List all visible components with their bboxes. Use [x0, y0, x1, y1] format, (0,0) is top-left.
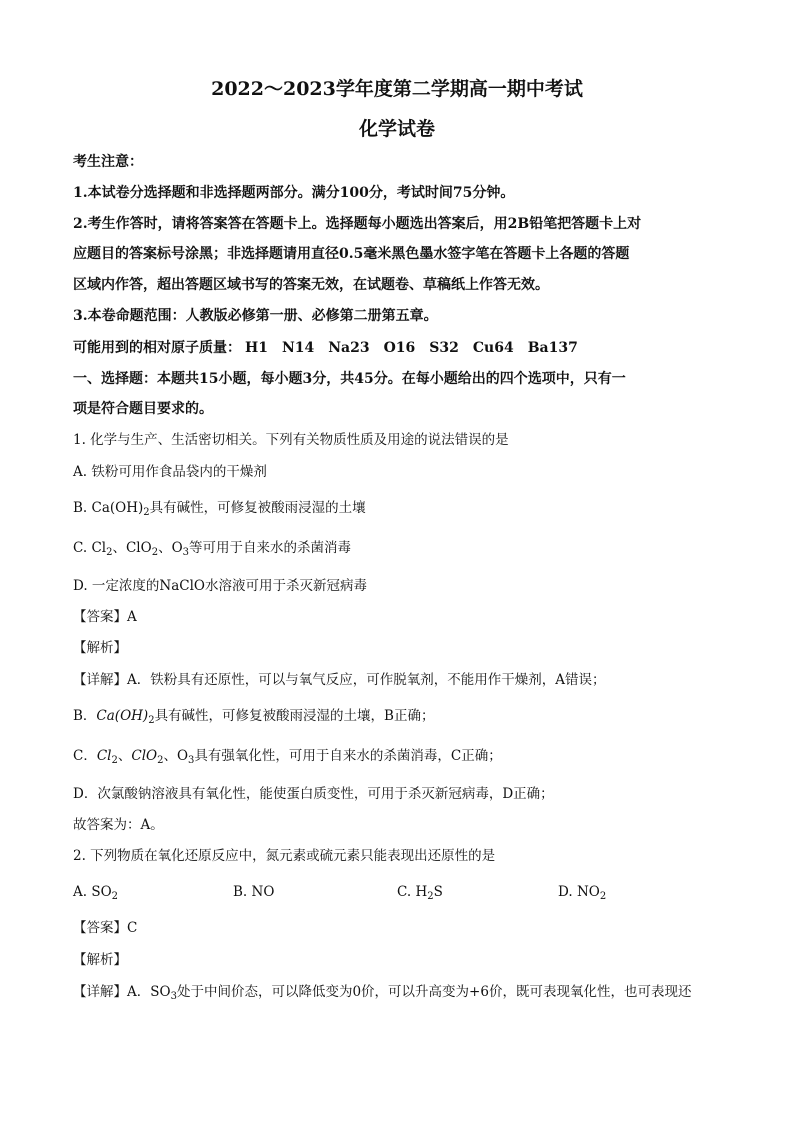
notice-item-2-line-2: 应题目的答案标号涂黑；非选择题请用直径0.5毫米黑色墨水签字笔在答题卡上各题的答题: [73, 246, 630, 262]
notice-item-2-line-3: 区域内作答，超出答题区域书写的答案无效，在试题卷、草稿纸上作答无效。: [73, 277, 549, 293]
q1-detail-c-cl-sub: 2: [111, 755, 118, 766]
q1-detail-a: 【详解】A．铁粉具有还原性，可以与氧气反应，可作脱氧剂，不能用作干燥剂，A错误；: [73, 672, 606, 688]
q1-option-b-formula: Ca(OH): [91, 500, 144, 516]
q2-option-a: [73, 882, 118, 902]
q2-option-c-letter: C.: [397, 884, 416, 900]
q1-detail-c-cl: Cl: [96, 748, 112, 764]
q1-option-c-cl-sub: 2: [106, 547, 113, 558]
atomic-masses: [73, 338, 733, 358]
q1-option-c-text: 等可用于自来水的杀菌消毒: [189, 540, 352, 556]
q1-detail-b-sub: 2: [148, 715, 155, 726]
q1-detail-d: D．次氯酸钠溶液具有氧化性，能使蛋白质变性，可用于杀灭新冠病毒，D正确；: [73, 786, 554, 802]
notice-item-3: 3.本卷命题范围：人教版必修第一册、必修第二册第五章。: [73, 308, 438, 324]
q1-detail-c-o-sub: 3: [188, 755, 195, 766]
q1-option-b-text: 具有碱性，可修复被酸雨浸湿的土壤: [149, 500, 366, 516]
notice-item-2-line-1: 2.考生作答时，请将答案答在答题卡上。选择题每小题选出答案后，用2B铅笔把答题卡上对: [73, 216, 642, 232]
q2-detail-a-sub: 3: [170, 991, 177, 1002]
q1-option-b-letter: B.: [73, 500, 92, 516]
atom-s: S32: [429, 340, 459, 356]
atom-h: H1: [245, 340, 268, 356]
atom-cu: Cu64: [472, 340, 514, 356]
q1-detail-c: [73, 746, 733, 766]
q1-detail-c-clo-sub: 2: [157, 755, 164, 766]
atom-o: O16: [383, 340, 416, 356]
atomic-masses-label: 可能用到的相对原子质量：: [73, 340, 241, 356]
q1-detail-b: [73, 706, 733, 726]
atom-n: N14: [281, 340, 315, 356]
q2-option-c: [397, 882, 443, 902]
q1-detail-c-text: 具有强氧化性，可用于自来水的杀菌消毒，C正确；: [194, 748, 502, 764]
q2-option-d-letter: D.: [558, 884, 577, 900]
q1-option-c-letter: C.: [73, 540, 92, 556]
q1-option-c-clo-sub: 2: [151, 547, 159, 558]
q1-conclusion: 故答案为：A。: [73, 817, 164, 833]
q1-detail-c-sep2: 、: [163, 748, 177, 764]
q2-detail-a-lead: 【详解】A．SO: [73, 984, 171, 1000]
q1-stem: 1. 化学与生产、生活密切相关。下列有关物质性质及用途的说法错误的是: [73, 432, 509, 448]
q2-option-a-formula: SO: [91, 884, 112, 900]
q1-answer: 【答案】A: [73, 609, 137, 625]
atom-na: Na23: [328, 340, 370, 356]
q2-option-c-s: S: [433, 884, 443, 900]
q2-analysis-label: 【解析】: [73, 952, 127, 968]
q1-option-c-o-sub: 3: [182, 547, 190, 558]
q2-option-a-letter: A.: [73, 884, 92, 900]
q1-option-d: D. 一定浓度的NaClO水溶液可用于杀灭新冠病毒: [73, 578, 368, 594]
q2-option-b: B. NO: [233, 884, 275, 900]
atom-ba: Ba137: [527, 340, 578, 356]
q2-option-d: [558, 882, 606, 902]
q1-detail-b-formula: Ca(OH): [96, 708, 149, 724]
q1-option-c-sep: 、: [112, 540, 126, 556]
q1-option-c-clo: ClO: [125, 540, 152, 556]
q2-option-a-sub: 2: [111, 891, 119, 902]
q1-option-c: [73, 538, 733, 558]
q2-detail-a-text: 处于中间价态，可以降低变为0价，可以升高变为+6价，既可表现氧化性，也可表现还: [176, 984, 692, 1000]
q2-option-c-sub: 2: [427, 891, 434, 902]
q1-option-c-sep2: 、: [158, 540, 172, 556]
q1-option-c-cl: Cl: [91, 540, 107, 556]
notice-item-1: 1.本试卷分选择题和非选择题两部分。满分100分，考试时间75分钟。: [73, 185, 515, 201]
q2-detail-a: [73, 982, 733, 1002]
q1-option-c-o: O: [171, 540, 183, 556]
notice-heading: 考生注意：: [73, 154, 143, 170]
q1-analysis-label: 【解析】: [73, 640, 127, 656]
section-1-line-1: 一、选择题：本题共15小题，每小题3分，共45分。在每小题给出的四个选项中，只有一: [73, 371, 626, 387]
q2-option-d-formula: NO: [576, 884, 600, 900]
page-title: 2022～2023学年度第二学期高一期中考试: [211, 78, 583, 100]
q1-detail-c-o: O: [176, 748, 189, 764]
section-1-line-2: 项是符合题目要求的。: [73, 401, 213, 417]
q1-detail-c-letter: C．: [73, 748, 97, 764]
q1-detail-b-letter: B．: [73, 708, 97, 724]
page-subtitle: 化学试卷: [358, 118, 435, 140]
q2-answer: 【答案】C: [73, 920, 138, 936]
q1-option-a: A. 铁粉可用作食品袋内的干燥剂: [73, 464, 267, 480]
q1-detail-c-sep: 、: [117, 748, 132, 764]
q2-stem: 2. 下列物质在氧化还原反应中，氮元素或硫元素只能表现出还原性的是: [73, 848, 496, 864]
q1-option-b: [73, 498, 733, 518]
q2-option-d-sub: 2: [599, 891, 607, 902]
q1-detail-b-text: 具有碱性，可修复被酸雨浸湿的土壤，B正确；: [154, 708, 435, 724]
q1-option-b-subscript: 2: [143, 507, 150, 518]
q2-option-c-h: H: [415, 884, 428, 900]
q1-detail-c-clo: ClO: [131, 748, 158, 764]
